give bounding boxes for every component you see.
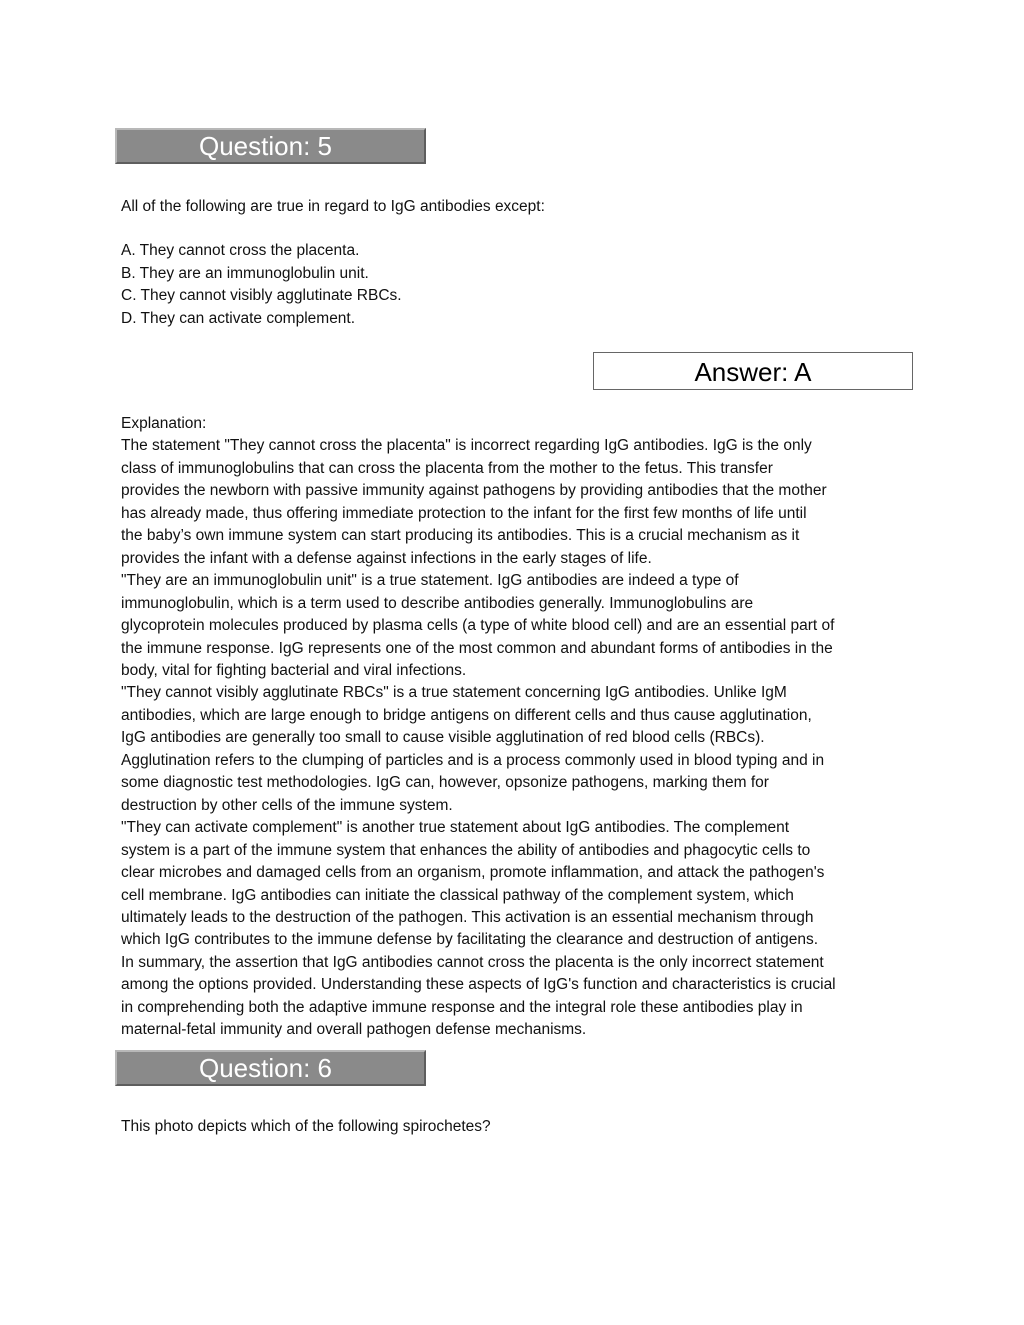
explanation-line: ultimately leads to the destruction of the pathogen. This activation is an essential mechanism through (121, 908, 814, 926)
explanation-line: immunoglobulin, which is a term used to describe antibodies generally. Immunoglobulins are (121, 594, 754, 612)
explanation-line: "They can activate complement" is another true statement about IgG antibodies. The complement (121, 819, 790, 837)
explanation-label: Explanation: (121, 415, 207, 432)
explanation-line: cell membrane. IgG antibodies can initiate the classical pathway of the complement system, which (121, 886, 794, 904)
explanation-line: maternal-fetal immunity and overall pathogen defense mechanisms. (121, 1021, 587, 1039)
explanation-line: Agglutination refers to the clumping of particles and is a process commonly used in blood typing and in (121, 751, 825, 769)
answer-box (593, 352, 913, 390)
question-6-header (115, 1050, 426, 1086)
explanation-line: provides the newborn with passive immunity against pathogens by providing antibodies that the mother (121, 482, 827, 500)
question-5-title: Question: 5 (199, 131, 332, 161)
explanation-line: some diagnostic test methodologies. IgG can, however, opsonize pathogens, marking them for (121, 774, 769, 792)
explanation-line: the immune response. IgG represents one of the most common and abundant forms of antibodies in the (121, 639, 833, 657)
explanation-line: body, vital for fighting bacterial and viral infections. (121, 661, 467, 679)
explanation-line: "They are an immunoglobulin unit" is a true statement. IgG antibodies are indeed a type of (121, 572, 739, 590)
explanation-line: IgG antibodies are generally too small to cause visible agglutination of red blood cells (RBCs). (121, 729, 765, 747)
question-6-prompt: This photo depicts which of the following spirochetes? (121, 1118, 491, 1135)
option-d: D. They can activate complement. (121, 309, 356, 327)
explanation-line: provides the infant with a defense against infections in the early stages of life. (121, 549, 652, 567)
explanation-line: the baby’s own immune system can start producing its antibodies. This is a crucial mechanism as it (121, 527, 800, 545)
explanation-line: glycoprotein molecules produced by plasma cells (a type of white blood cell) and are an essential part of (121, 617, 835, 635)
question-5-prompt: All of the following are true in regard to IgG antibodies except: (121, 198, 545, 215)
explanation-line: antibodies, which are large enough to bridge antigens on different cells and thus cause agglutination, (121, 706, 812, 724)
explanation-line: "They cannot visibly agglutinate RBCs" is a true statement concerning IgG antibodies. Unlike IgM (121, 684, 787, 702)
explanation-line: clear microbes and damaged cells from an organism, promote inflammation, and attack the pathogen's (121, 864, 825, 882)
option-b: B. They are an immunoglobulin unit. (121, 264, 369, 282)
explanation-line: in comprehending both the adaptive immune response and the integral role these antibodies play in (121, 998, 803, 1016)
option-a: A. They cannot cross the placenta. (121, 242, 360, 259)
explanation-line: class of immunoglobulins that can cross the placenta from the mother to the fetus. This transfer (121, 459, 773, 477)
option-c: C. They cannot visibly agglutinate RBCs. (121, 287, 402, 304)
explanation-line: In summary, the assertion that IgG antibodies cannot cross the placenta is the only incorrect statement (121, 953, 824, 971)
explanation-line: system is a part of the immune system that enhances the ability of antibodies and phagocytic cells to (121, 841, 811, 859)
question-5-header (115, 128, 426, 164)
explanation-line: which IgG contributes to the immune defense by facilitating the clearance and destruction of antigens. (121, 931, 819, 949)
explanation-line: among the options provided. Understanding these aspects of IgG's function and characteristics is crucial (121, 976, 836, 994)
answer-label: Answer: A (694, 357, 812, 387)
explanation-line: The statement "They cannot cross the placenta" is incorrect regarding IgG antibodies. IgG is the only (121, 437, 812, 455)
explanation (121, 413, 911, 1042)
question-6-title: Question: 6 (199, 1053, 332, 1083)
explanation-line: destruction by other cells of the immune system. (121, 796, 453, 814)
explanation-line: has already made, thus offering immediate protection to the infant for the first few months of life until (121, 504, 807, 522)
